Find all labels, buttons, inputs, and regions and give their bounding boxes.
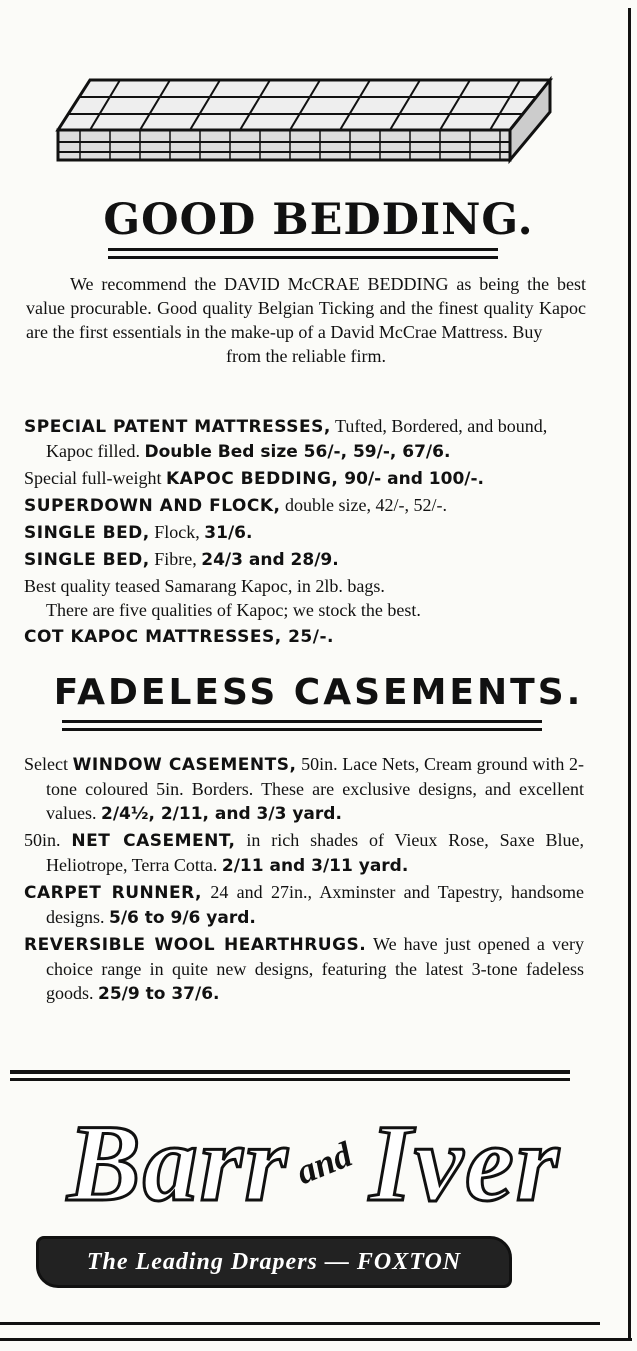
logo-name1: Barr xyxy=(67,1102,290,1224)
intro-paragraph xyxy=(26,272,586,368)
headline2-rule-top xyxy=(62,720,542,723)
headline2-rule-bottom xyxy=(62,728,542,731)
item-price: 25/9 to 37/6. xyxy=(98,984,220,1004)
logo-and: and xyxy=(290,1133,358,1193)
item-title: SINGLE BED, xyxy=(24,550,150,570)
item-title: KAPOC BEDDING, xyxy=(165,469,339,489)
logo-banner xyxy=(36,1236,512,1288)
bedding-item-superdown xyxy=(24,493,584,518)
item-title: COT KAPOC MATTRESSES, 25/-. xyxy=(24,627,334,647)
item-price: 5/6 to 9/6 yard. xyxy=(109,908,256,928)
logo-name2: Iver xyxy=(369,1102,561,1224)
item-pre: Select xyxy=(24,754,73,774)
item-price: 90/- and 100/-. xyxy=(338,469,485,489)
bedding-item-patent-mattresses xyxy=(24,414,584,464)
item-text: 24 and 27in., Axminster and Tapestry, handsome designs. xyxy=(46,882,585,927)
bedding-item-single-bed-fibre xyxy=(24,547,584,572)
item-price: 2/4½, 2/11, and 3/3 yard. xyxy=(100,804,342,824)
mattress-illustration xyxy=(50,60,560,170)
item-title: REVERSIBLE WOOL HEARTHRUGS. xyxy=(24,935,367,955)
casement-item-net-casement xyxy=(24,828,584,878)
page-border-bottom xyxy=(0,1338,632,1341)
item-pre: Special full-weight xyxy=(24,468,166,488)
item-text: Flock, xyxy=(149,522,205,542)
headline-rule-bottom xyxy=(108,256,498,259)
headline-rule-top xyxy=(108,248,498,251)
item-title: CARPET RUNNER, xyxy=(24,883,202,903)
item-text: We have just opened a very choice range in quite new designs, featuring the latest 3-tone fadeless goods. xyxy=(46,934,584,1003)
kapoc-note-line2: There are five qualities of Kapoc; we stock the best. xyxy=(46,600,421,620)
item-title: NET CASEMENT, xyxy=(71,831,236,851)
headline-good-bedding: GOOD BEDDING. xyxy=(103,195,534,245)
item-text: Tufted, Bordered, and bound, Kapoc filled. xyxy=(46,416,548,461)
item-title: SUPERDOWN AND FLOCK, xyxy=(24,496,281,516)
logo-banner-text: The Leading Drapers — FOXTON xyxy=(86,1249,462,1275)
item-text: double size, 42/-, 52/-. xyxy=(280,495,447,515)
bedding-list xyxy=(24,414,584,651)
headline-fadeless-casements: FADELESS CASEMENTS. xyxy=(53,672,584,713)
item-text: Fibre, xyxy=(149,549,202,569)
kapoc-note-line1: Best quality teased Samarang Kapoc, in 2lb. bags. xyxy=(24,576,385,596)
item-pre: 50in. xyxy=(24,830,72,850)
casement-item-hearthrugs xyxy=(24,932,584,1006)
item-price: 2/11 and 3/11 yard. xyxy=(221,856,409,876)
item-title: SPECIAL PATENT MATTRESSES, xyxy=(24,417,331,437)
intro-text: We recommend the DAVID McCRAE BEDDING as being the best value procurable. Good quality Belgian Ticking and the finest quality Kapoc are the first essentials in the make-up of a David McCrae Mattress. Buy xyxy=(26,274,586,342)
bedding-item-single-bed-flock xyxy=(24,520,584,545)
casement-item-carpet-runner xyxy=(24,880,584,930)
bottom-rule xyxy=(0,1322,600,1325)
item-price: 24/3 and 28/9. xyxy=(201,550,339,570)
casement-list xyxy=(24,752,584,1008)
item-title: SINGLE BED, xyxy=(24,523,150,543)
item-text: in rich shades of Vieux Rose, Saxe Blue, Heliotrope, Terra Cotta. xyxy=(46,830,584,875)
footer-rule-bottom xyxy=(10,1078,570,1081)
casement-item-window-casements xyxy=(24,752,584,826)
bedding-item-cot-kapoc xyxy=(24,624,584,649)
item-title: WINDOW CASEMENTS, xyxy=(72,755,297,775)
item-price: 31/6. xyxy=(204,523,253,543)
item-price: Double Bed size 56/-, 59/-, 67/6. xyxy=(144,442,451,462)
footer-rule-top xyxy=(10,1070,570,1074)
intro-text-last: from the reliable firm. xyxy=(226,346,386,366)
item-text: 50in. Lace Nets, Cream ground with 2-tone coloured 5in. Borders. These are exclusive designs, and excellent values. xyxy=(46,754,584,823)
kapoc-note xyxy=(24,574,584,622)
bedding-item-kapoc-bedding xyxy=(24,466,584,491)
